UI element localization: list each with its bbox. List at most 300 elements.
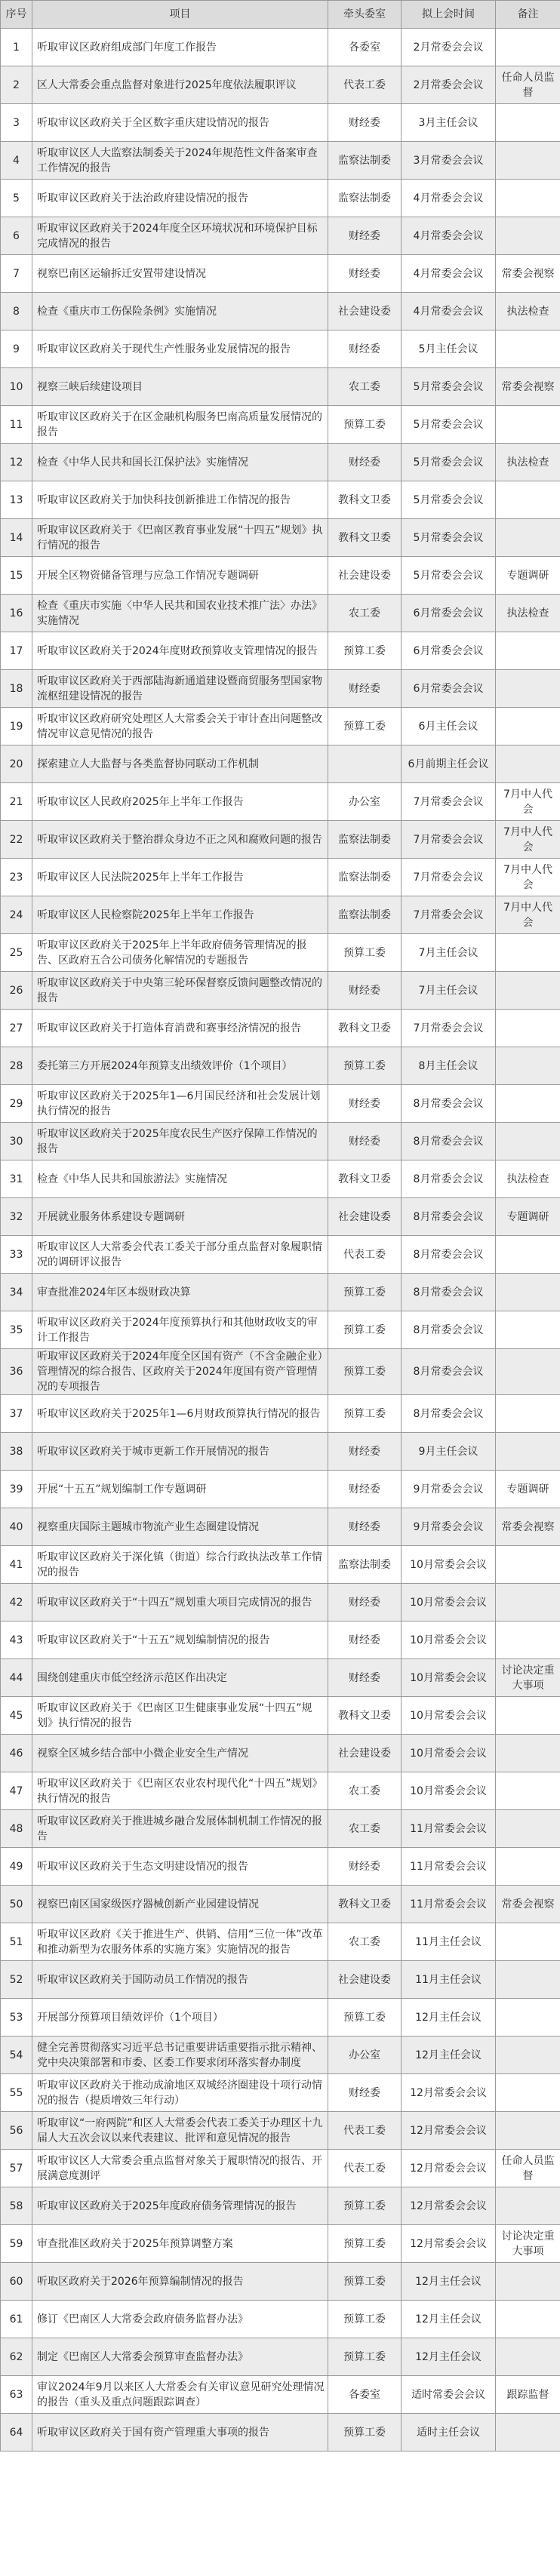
row-lead-committee: 各委室 bbox=[328, 29, 402, 66]
row-remarks bbox=[496, 1311, 560, 1349]
row-number: 29 bbox=[1, 1085, 32, 1123]
row-item: 开展就业服务体系建设专题调研 bbox=[32, 1198, 328, 1236]
row-meeting-time: 9月常委会会议 bbox=[402, 1471, 496, 1508]
row-item: 听取审议区政府研究处理区人大常委会关于审计查出问题整改情况审议意见情况的报告 bbox=[32, 708, 328, 745]
table-row bbox=[1, 1772, 560, 1810]
table-row bbox=[1, 2338, 560, 2376]
row-meeting-time: 7月常委会会议 bbox=[402, 1010, 496, 1047]
row-meeting-time: 6月主任会议 bbox=[402, 708, 496, 745]
row-remarks bbox=[496, 1433, 560, 1471]
row-number: 26 bbox=[1, 972, 32, 1010]
row-meeting-time: 7月主任会议 bbox=[402, 972, 496, 1010]
row-meeting-time: 12月常委会会议 bbox=[402, 2187, 496, 2225]
row-remarks bbox=[496, 2263, 560, 2301]
row-item: 区人大常委会重点监督对象进行2025年度依法履职评议 bbox=[32, 66, 328, 104]
row-meeting-time: 5月常委会会议 bbox=[402, 368, 496, 406]
row-number: 61 bbox=[1, 2301, 32, 2338]
row-number: 50 bbox=[1, 1886, 32, 1923]
row-remarks bbox=[496, 934, 560, 972]
row-number: 24 bbox=[1, 896, 32, 934]
row-meeting-time: 7月常委会会议 bbox=[402, 821, 496, 859]
row-remarks bbox=[496, 1923, 560, 1961]
row-meeting-time: 6月常委会会议 bbox=[402, 670, 496, 708]
row-meeting-time: 8月常委会会议 bbox=[402, 1160, 496, 1198]
row-lead-committee: 代表工委 bbox=[328, 2112, 402, 2150]
row-item: 视察三峡后续建设项目 bbox=[32, 368, 328, 406]
row-lead-committee: 财经委 bbox=[328, 1433, 402, 1471]
row-remarks bbox=[496, 2187, 560, 2225]
row-remarks bbox=[496, 1123, 560, 1160]
row-item: 检查《重庆市实施〈中华人民共和国农业技术推广法〉办法》实施情况 bbox=[32, 595, 328, 632]
row-lead-committee: 财经委 bbox=[328, 1659, 402, 1697]
row-item: 听取审议区政府关于全区数字重庆建设情况的报告 bbox=[32, 104, 328, 142]
row-number: 23 bbox=[1, 859, 32, 896]
table-row bbox=[1, 2376, 560, 2414]
row-lead-committee: 教科文卫委 bbox=[328, 519, 402, 557]
row-number: 64 bbox=[1, 2414, 32, 2452]
row-remarks: 执法检查 bbox=[496, 1160, 560, 1198]
row-lead-committee: 预算工委 bbox=[328, 2338, 402, 2376]
table-row bbox=[1, 972, 560, 1010]
row-meeting-time: 11月常委会会议 bbox=[402, 1886, 496, 1923]
row-number: 60 bbox=[1, 2263, 32, 2301]
row-lead-committee: 办公室 bbox=[328, 783, 402, 821]
row-lead-committee: 预算工委 bbox=[328, 632, 402, 670]
table-body bbox=[1, 29, 560, 2452]
row-meeting-time: 8月常委会会议 bbox=[402, 1236, 496, 1274]
row-lead-committee: 预算工委 bbox=[328, 1349, 402, 1395]
header-remarks: 备注 bbox=[496, 1, 560, 29]
table-row bbox=[1, 1471, 560, 1508]
row-number: 1 bbox=[1, 29, 32, 66]
table-row bbox=[1, 2150, 560, 2187]
row-item: 听取审议区政府关于《巴南区教育事业发展“十四五”规划》执行情况的报告 bbox=[32, 519, 328, 557]
table-row bbox=[1, 595, 560, 632]
row-remarks bbox=[496, 142, 560, 180]
row-remarks bbox=[496, 180, 560, 217]
row-meeting-time: 11月常委会会议 bbox=[402, 1810, 496, 1848]
row-lead-committee: 预算工委 bbox=[328, 1274, 402, 1311]
row-meeting-time: 12月主任会议 bbox=[402, 2037, 496, 2074]
row-meeting-time: 8月常委会会议 bbox=[402, 1311, 496, 1349]
row-item: 听取审议区政府关于整治群众身边不正之风和腐败问题的报告 bbox=[32, 821, 328, 859]
row-meeting-time: 10月常委会会议 bbox=[402, 1735, 496, 1772]
row-item: 听取审议区政府组成部门年度工作报告 bbox=[32, 29, 328, 66]
row-remarks bbox=[496, 1735, 560, 1772]
row-meeting-time: 12月主任会议 bbox=[402, 1999, 496, 2037]
row-meeting-time: 10月常委会会议 bbox=[402, 1697, 496, 1735]
row-number: 27 bbox=[1, 1010, 32, 1047]
table-row bbox=[1, 1349, 560, 1395]
row-item: 听取审议区政府关于“十四五”规划重大项目完成情况的报告 bbox=[32, 1584, 328, 1622]
row-lead-committee: 农工委 bbox=[328, 368, 402, 406]
row-number: 45 bbox=[1, 1697, 32, 1735]
table-row bbox=[1, 2301, 560, 2338]
row-item: 听取审议区政府《关于推进生产、供销、信用“三位一体”改革和推动新型为农服务体系的实施方案》实施情况的报告 bbox=[32, 1923, 328, 1961]
row-item: 听取审议区政府关于推进城乡融合发展体制机制工作情况的报告 bbox=[32, 1810, 328, 1848]
row-item: 听取审议区政府关于2025年上半年政府债务管理情况的报告、区政府五合公司债务化解情况的专题报告 bbox=[32, 934, 328, 972]
row-lead-committee: 监察法制委 bbox=[328, 821, 402, 859]
row-item: 听取审议区政府关于推动成渝地区双城经济圈建设十项行动情况的报告（提质增效三年行动） bbox=[32, 2074, 328, 2112]
row-item: 开展全区物资储备管理与应急工作情况专题调研 bbox=[32, 557, 328, 595]
row-item: 开展部分预算项目绩效评价（1个项目） bbox=[32, 1999, 328, 2037]
table-row bbox=[1, 444, 560, 481]
row-item: 听取审议区政府关于《巴南区农业农村现代化“十四五”规划》执行情况的报告 bbox=[32, 1772, 328, 1810]
table-row bbox=[1, 1923, 560, 1961]
header-number: 序号 bbox=[1, 1, 32, 29]
row-lead-committee: 预算工委 bbox=[328, 2301, 402, 2338]
row-meeting-time: 6月常委会会议 bbox=[402, 632, 496, 670]
table-row bbox=[1, 557, 560, 595]
table-row bbox=[1, 1735, 560, 1772]
row-meeting-time: 12月常委会会议 bbox=[402, 2112, 496, 2150]
table-row bbox=[1, 217, 560, 255]
row-item: 听取审议区人民法院2025年上半年工作报告 bbox=[32, 859, 328, 896]
row-item: 听取审议区政府关于2025年度农民生产医疗保障工作情况的报告 bbox=[32, 1123, 328, 1160]
row-item: 听取审议区政府关于中央第三轮环保督察反馈问题整改情况的报告 bbox=[32, 972, 328, 1010]
row-item: 听取审议区政府关于国有资产管理重大事项的报告 bbox=[32, 2414, 328, 2452]
row-meeting-time: 8月常委会会议 bbox=[402, 1085, 496, 1123]
table-row bbox=[1, 1010, 560, 1047]
row-number: 35 bbox=[1, 1311, 32, 1349]
row-lead-committee: 财经委 bbox=[328, 1085, 402, 1123]
row-lead-committee: 预算工委 bbox=[328, 1395, 402, 1433]
row-remarks bbox=[496, 1274, 560, 1311]
header-lead-committee: 牵头委室 bbox=[328, 1, 402, 29]
row-lead-committee: 社会建设委 bbox=[328, 557, 402, 595]
table-row bbox=[1, 1622, 560, 1659]
table-row bbox=[1, 859, 560, 896]
table-row bbox=[1, 368, 560, 406]
row-number: 57 bbox=[1, 2150, 32, 2187]
row-number: 34 bbox=[1, 1274, 32, 1311]
row-number: 16 bbox=[1, 595, 32, 632]
row-meeting-time: 11月常委会会议 bbox=[402, 1848, 496, 1886]
row-meeting-time: 适时常委会会议 bbox=[402, 2376, 496, 2414]
row-item: 听取审议区政府关于深化镇（街道）综合行政执法改革工作情况的报告 bbox=[32, 1546, 328, 1584]
row-lead-committee: 办公室 bbox=[328, 2037, 402, 2074]
row-item: 听取审议区政府关于“十五五”规划编制情况的报告 bbox=[32, 1622, 328, 1659]
row-remarks: 7月中人代会 bbox=[496, 821, 560, 859]
row-number: 46 bbox=[1, 1735, 32, 1772]
row-lead-committee: 社会建设委 bbox=[328, 1961, 402, 1999]
row-lead-committee: 各委室 bbox=[328, 2376, 402, 2414]
row-remarks bbox=[496, 1848, 560, 1886]
row-lead-committee: 监察法制委 bbox=[328, 142, 402, 180]
row-lead-committee: 财经委 bbox=[328, 1584, 402, 1622]
row-meeting-time: 10月常委会会议 bbox=[402, 1622, 496, 1659]
row-number: 20 bbox=[1, 745, 32, 783]
table-row bbox=[1, 1123, 560, 1160]
row-meeting-time: 12月主任会议 bbox=[402, 2338, 496, 2376]
row-number: 19 bbox=[1, 708, 32, 745]
row-lead-committee: 预算工委 bbox=[328, 406, 402, 444]
row-meeting-time: 12月常委会会议 bbox=[402, 2074, 496, 2112]
row-number: 7 bbox=[1, 255, 32, 293]
row-number: 6 bbox=[1, 217, 32, 255]
row-remarks bbox=[496, 1047, 560, 1085]
row-number: 10 bbox=[1, 368, 32, 406]
table-row bbox=[1, 330, 560, 368]
row-remarks bbox=[496, 481, 560, 519]
table-row bbox=[1, 821, 560, 859]
row-number: 3 bbox=[1, 104, 32, 142]
row-meeting-time: 5月常委会会议 bbox=[402, 406, 496, 444]
row-meeting-time: 2月常委会会议 bbox=[402, 29, 496, 66]
table-row bbox=[1, 745, 560, 783]
table-row bbox=[1, 1999, 560, 2037]
row-remarks bbox=[496, 708, 560, 745]
row-item: 制定《巴南区人大常委会预算审查监督办法》 bbox=[32, 2338, 328, 2376]
row-remarks bbox=[496, 1584, 560, 1622]
row-item: 修订《巴南区人大常委会政府债务监督办法》 bbox=[32, 2301, 328, 2338]
table-row bbox=[1, 1961, 560, 1999]
table-row bbox=[1, 29, 560, 66]
table-row bbox=[1, 180, 560, 217]
row-remarks bbox=[496, 1010, 560, 1047]
row-number: 22 bbox=[1, 821, 32, 859]
row-item: 听取审议区政府关于国防动员工作情况的报告 bbox=[32, 1961, 328, 1999]
row-item: 听取审议区政府关于打造体育消费和赛事经济情况的报告 bbox=[32, 1010, 328, 1047]
row-meeting-time: 11月主任会议 bbox=[402, 1923, 496, 1961]
row-remarks bbox=[496, 632, 560, 670]
table-row bbox=[1, 1198, 560, 1236]
table-row bbox=[1, 1659, 560, 1697]
row-lead-committee: 财经委 bbox=[328, 1123, 402, 1160]
row-remarks bbox=[496, 2112, 560, 2150]
row-number: 38 bbox=[1, 1433, 32, 1471]
row-lead-committee: 农工委 bbox=[328, 1923, 402, 1961]
row-remarks bbox=[496, 2414, 560, 2452]
table-row bbox=[1, 104, 560, 142]
row-number: 31 bbox=[1, 1160, 32, 1198]
row-lead-committee: 预算工委 bbox=[328, 1311, 402, 1349]
row-meeting-time: 5月主任会议 bbox=[402, 330, 496, 368]
row-remarks: 常委会视察 bbox=[496, 1886, 560, 1923]
row-lead-committee: 代表工委 bbox=[328, 66, 402, 104]
row-number: 48 bbox=[1, 1810, 32, 1848]
row-remarks bbox=[496, 2037, 560, 2074]
row-meeting-time: 2月常委会会议 bbox=[402, 66, 496, 104]
row-number: 51 bbox=[1, 1923, 32, 1961]
row-number: 4 bbox=[1, 142, 32, 180]
row-lead-committee: 财经委 bbox=[328, 670, 402, 708]
row-remarks: 7月中人代会 bbox=[496, 896, 560, 934]
row-item: 健全完善贯彻落实习近平总书记重要讲话重要指示批示精神、党中央决策部署和市委、区委工作要求闭环落实督办制度 bbox=[32, 2037, 328, 2074]
row-number: 13 bbox=[1, 481, 32, 519]
row-remarks bbox=[496, 2301, 560, 2338]
table-row bbox=[1, 1311, 560, 1349]
table-row bbox=[1, 708, 560, 745]
row-lead-committee: 财经委 bbox=[328, 2074, 402, 2112]
row-item: 检查《中华人民共和国旅游法》实施情况 bbox=[32, 1160, 328, 1198]
table-row bbox=[1, 1085, 560, 1123]
row-meeting-time: 7月主任会议 bbox=[402, 934, 496, 972]
row-number: 32 bbox=[1, 1198, 32, 1236]
row-lead-committee: 财经委 bbox=[328, 217, 402, 255]
row-item: 审查批准2024年区本级财政决算 bbox=[32, 1274, 328, 1311]
row-remarks: 专题调研 bbox=[496, 1198, 560, 1236]
row-lead-committee: 代表工委 bbox=[328, 2150, 402, 2187]
table-row bbox=[1, 1546, 560, 1584]
row-item: 开展“十五五”规划编制工作专题调研 bbox=[32, 1471, 328, 1508]
table-row bbox=[1, 1886, 560, 1923]
row-remarks bbox=[496, 1772, 560, 1810]
row-item: 视察重庆国际主题城市物流产业生态圈建设情况 bbox=[32, 1508, 328, 1546]
table-row bbox=[1, 934, 560, 972]
row-number: 53 bbox=[1, 1999, 32, 2037]
row-meeting-time: 7月常委会会议 bbox=[402, 896, 496, 934]
table-row bbox=[1, 2263, 560, 2301]
row-meeting-time: 9月主任会议 bbox=[402, 1433, 496, 1471]
row-remarks bbox=[496, 1961, 560, 1999]
row-remarks: 常委会视察 bbox=[496, 1508, 560, 1546]
table-row bbox=[1, 1848, 560, 1886]
table-row bbox=[1, 1236, 560, 1274]
row-item: 听取审议区政府关于2024年度全区国有资产（不含金融企业）管理情况的综合报告、区政府关于2024年度国有资产管理情况的专项报告 bbox=[32, 1349, 328, 1395]
row-meeting-time: 8月主任会议 bbox=[402, 1047, 496, 1085]
row-remarks bbox=[496, 1697, 560, 1735]
row-item: 审查批准区政府关于2025年预算调整方案 bbox=[32, 2225, 328, 2263]
row-lead-committee: 教科文卫委 bbox=[328, 1160, 402, 1198]
row-meeting-time: 7月常委会会议 bbox=[402, 783, 496, 821]
row-remarks bbox=[496, 1236, 560, 1274]
row-remarks: 专题调研 bbox=[496, 1471, 560, 1508]
table-row bbox=[1, 1810, 560, 1848]
row-item: 听取审议区人民检察院2025年上半年工作报告 bbox=[32, 896, 328, 934]
row-remarks bbox=[496, 670, 560, 708]
row-remarks: 讨论决定重大事项 bbox=[496, 2225, 560, 2263]
row-meeting-time: 5月常委会会议 bbox=[402, 481, 496, 519]
row-number: 15 bbox=[1, 557, 32, 595]
row-lead-committee bbox=[328, 745, 402, 783]
row-lead-committee: 教科文卫委 bbox=[328, 1886, 402, 1923]
row-item: 审议2024年9月以来区人大常委会有关审议意见研究处理情况的报告（重头及重点问题跟踪调查） bbox=[32, 2376, 328, 2414]
row-meeting-time: 3月主任会议 bbox=[402, 104, 496, 142]
row-remarks bbox=[496, 1085, 560, 1123]
row-item: 听取审议区政府关于生态文明建设情况的报告 bbox=[32, 1848, 328, 1886]
table-row bbox=[1, 1160, 560, 1198]
row-meeting-time: 9月常委会会议 bbox=[402, 1508, 496, 1546]
row-meeting-time: 3月常委会会议 bbox=[402, 142, 496, 180]
row-number: 2 bbox=[1, 66, 32, 104]
row-remarks: 7月中人代会 bbox=[496, 783, 560, 821]
row-number: 62 bbox=[1, 2338, 32, 2376]
row-item: 听取审议区政府关于现代生产性服务业发展情况的报告 bbox=[32, 330, 328, 368]
row-item: 听取审议区人大常委会重点监督对象关于履职情况的报告、开展满意度测评 bbox=[32, 2150, 328, 2187]
row-number: 63 bbox=[1, 2376, 32, 2414]
row-meeting-time: 5月常委会会议 bbox=[402, 444, 496, 481]
row-number: 37 bbox=[1, 1395, 32, 1433]
row-remarks bbox=[496, 1546, 560, 1584]
row-remarks bbox=[496, 217, 560, 255]
row-lead-committee: 预算工委 bbox=[328, 708, 402, 745]
row-remarks: 常委会视察 bbox=[496, 368, 560, 406]
row-meeting-time: 6月前期主任会议 bbox=[402, 745, 496, 783]
row-remarks bbox=[496, 745, 560, 783]
row-meeting-time: 10月常委会会议 bbox=[402, 1659, 496, 1697]
table-row bbox=[1, 1047, 560, 1085]
row-remarks bbox=[496, 972, 560, 1010]
row-lead-committee: 预算工委 bbox=[328, 1047, 402, 1085]
row-meeting-time: 4月常委会会议 bbox=[402, 293, 496, 330]
row-meeting-time: 12月常委会会议 bbox=[402, 2150, 496, 2187]
row-number: 54 bbox=[1, 2037, 32, 2074]
row-number: 28 bbox=[1, 1047, 32, 1085]
row-lead-committee: 监察法制委 bbox=[328, 859, 402, 896]
table-row bbox=[1, 2187, 560, 2225]
row-remarks: 任命人员监督 bbox=[496, 2150, 560, 2187]
row-number: 25 bbox=[1, 934, 32, 972]
row-item: 视察巴南区国家级医疗器械创新产业园建设情况 bbox=[32, 1886, 328, 1923]
row-lead-committee: 代表工委 bbox=[328, 1236, 402, 1274]
table-row bbox=[1, 896, 560, 934]
row-item: 听取审议区政府关于2025年1—6月国民经济和社会发展计划执行情况的报告 bbox=[32, 1085, 328, 1123]
row-meeting-time: 4月常委会会议 bbox=[402, 180, 496, 217]
row-item: 听取审议区政府关于西部陆海新通道建设暨商贸服务型国家物流枢纽建设情况的报告 bbox=[32, 670, 328, 708]
table-row bbox=[1, 2112, 560, 2150]
table-row bbox=[1, 519, 560, 557]
row-item: 听取审议区政府关于加快科技创新推进工作情况的报告 bbox=[32, 481, 328, 519]
row-lead-committee: 财经委 bbox=[328, 1471, 402, 1508]
row-lead-committee: 预算工委 bbox=[328, 934, 402, 972]
row-meeting-time: 8月常委会会议 bbox=[402, 1198, 496, 1236]
row-item: 听取审议区人民政府2025年上半年工作报告 bbox=[32, 783, 328, 821]
row-item: 围绕创建重庆市低空经济示范区作出决定 bbox=[32, 1659, 328, 1697]
table-row bbox=[1, 255, 560, 293]
row-lead-committee: 监察法制委 bbox=[328, 896, 402, 934]
row-number: 59 bbox=[1, 2225, 32, 2263]
row-lead-committee: 预算工委 bbox=[328, 2187, 402, 2225]
row-lead-committee: 社会建设委 bbox=[328, 1735, 402, 1772]
row-meeting-time: 12月常委会会议 bbox=[402, 2225, 496, 2263]
row-lead-committee: 监察法制委 bbox=[328, 1546, 402, 1584]
row-item: 听取审议区政府关于2024年度全区环境状况和环境保护目标完成情况的报告 bbox=[32, 217, 328, 255]
row-remarks bbox=[496, 2074, 560, 2112]
row-remarks: 跟踪监督 bbox=[496, 2376, 560, 2414]
row-lead-committee: 农工委 bbox=[328, 1772, 402, 1810]
row-number: 42 bbox=[1, 1584, 32, 1622]
row-lead-committee: 教科文卫委 bbox=[328, 1010, 402, 1047]
row-remarks bbox=[496, 1395, 560, 1433]
row-lead-committee: 财经委 bbox=[328, 444, 402, 481]
row-lead-committee: 教科文卫委 bbox=[328, 481, 402, 519]
row-meeting-time: 5月常委会会议 bbox=[402, 557, 496, 595]
row-lead-committee: 社会建设委 bbox=[328, 293, 402, 330]
table-row bbox=[1, 1584, 560, 1622]
table-row bbox=[1, 293, 560, 330]
row-meeting-time: 12月主任会议 bbox=[402, 2301, 496, 2338]
row-meeting-time: 10月常委会会议 bbox=[402, 1772, 496, 1810]
row-number: 41 bbox=[1, 1546, 32, 1584]
row-lead-committee: 预算工委 bbox=[328, 2225, 402, 2263]
row-number: 55 bbox=[1, 2074, 32, 2112]
row-number: 47 bbox=[1, 1772, 32, 1810]
row-number: 11 bbox=[1, 406, 32, 444]
row-lead-committee: 预算工委 bbox=[328, 1999, 402, 2037]
row-meeting-time: 10月常委会会议 bbox=[402, 1584, 496, 1622]
row-number: 44 bbox=[1, 1659, 32, 1697]
row-lead-committee: 财经委 bbox=[328, 1848, 402, 1886]
row-number: 17 bbox=[1, 632, 32, 670]
row-item: 听取审议区政府关于法治政府建设情况的报告 bbox=[32, 180, 328, 217]
row-remarks: 执法检查 bbox=[496, 595, 560, 632]
row-remarks bbox=[496, 2338, 560, 2376]
table-row bbox=[1, 481, 560, 519]
row-lead-committee: 监察法制委 bbox=[328, 180, 402, 217]
row-lead-committee: 财经委 bbox=[328, 1508, 402, 1546]
row-number: 58 bbox=[1, 2187, 32, 2225]
